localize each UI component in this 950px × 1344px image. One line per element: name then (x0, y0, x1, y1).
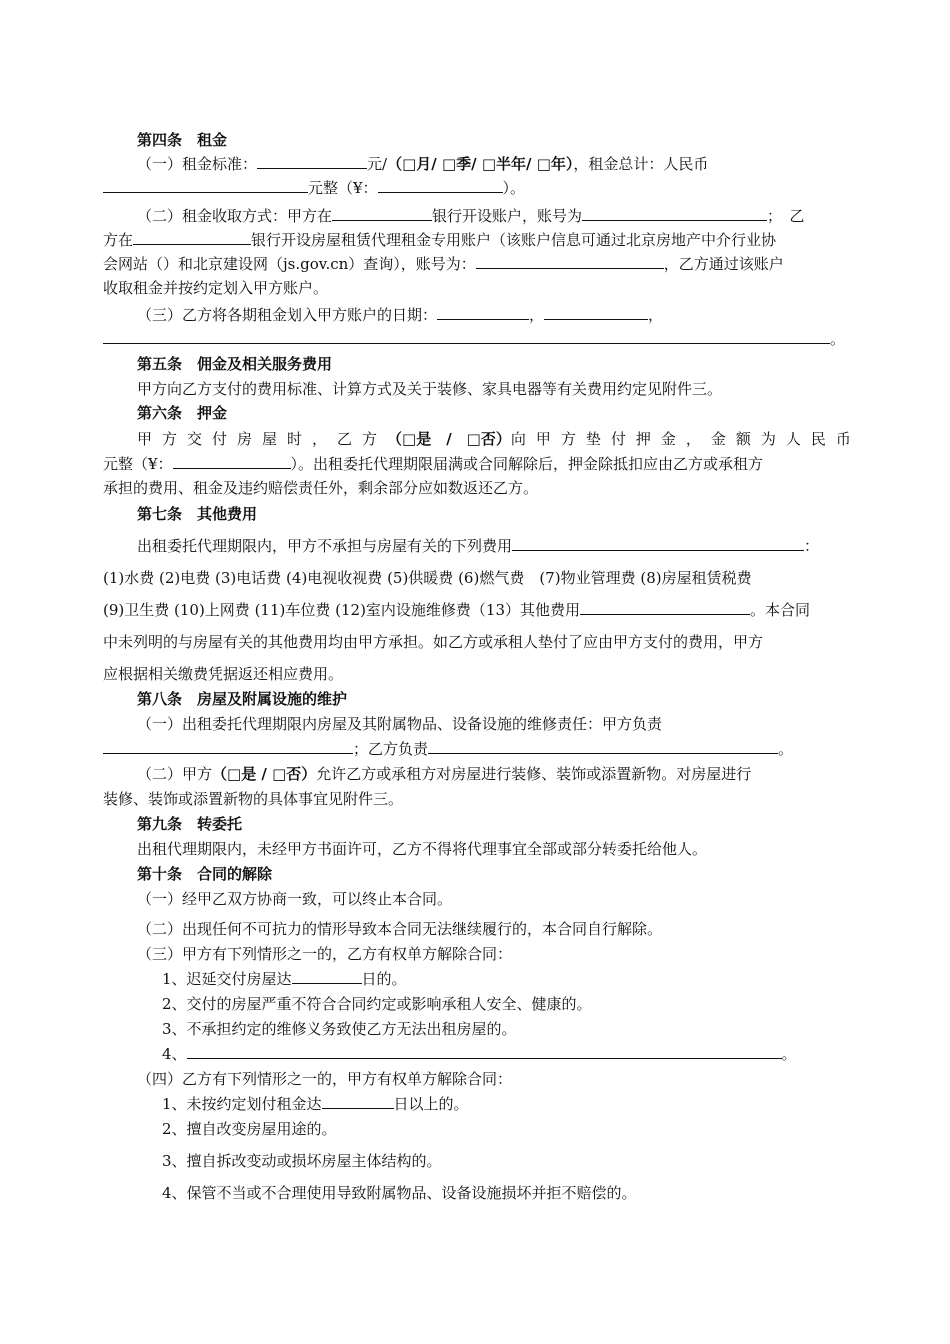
party-b-account-blank[interactable] (476, 253, 664, 269)
other-fees-blank[interactable] (512, 535, 804, 551)
article-9-paragraph: 出租代理期限内，未经甲方书面许可，乙方不得将代理事宜全部或部分转委托给他人。 (137, 840, 708, 858)
article-8-title: 第八条 房屋及附属设施的维护 (137, 690, 348, 708)
party-a-bank-blank[interactable] (332, 205, 432, 221)
article-10-item-3-2: 2、交付的房屋严重不符合合同约定或影响承租人安全、健康的。 (162, 995, 592, 1013)
deposit-amount-blank[interactable] (173, 453, 291, 469)
rent-total-blank[interactable] (103, 177, 308, 193)
article-10-item-3-1: 1、迟延交付房屋达 日的。 (162, 970, 407, 988)
article-10-item-4-1: 1、未按约定划付租金达 日以上的。 (162, 1095, 469, 1113)
other-fee-items-blank[interactable] (580, 599, 750, 615)
late-rent-days-blank[interactable] (322, 1093, 394, 1109)
party-a-repair-blank[interactable] (103, 738, 353, 754)
article-6-line-1: 甲方交付房屋时，乙方（□是 / □否）向甲方垫付押金，金额为人民币 (137, 430, 861, 448)
article-10-item-4-3: 3、擅自拆改变动或损坏房屋主体结构的。 (162, 1152, 442, 1170)
article-5-paragraph: 甲方向乙方支付的费用标准、计算方式及关于装修、家具电器等有关费用约定见附件三。 (137, 380, 723, 398)
article-7-fee-list: (1)水费 (2)电费 (3)电话费 (4)电视收视费 (5)供暖费 (6)燃气费 (7)物业管理费 (8)房屋租赁税费 (103, 569, 752, 587)
article-6-title: 第六条 押金 (137, 404, 228, 422)
article-7-title: 第七条 其他费用 (137, 505, 258, 523)
article-6-line-3: 承担的费用、租金及违约赔偿责任外，剩余部分应如数返还乙方。 (103, 479, 539, 497)
article-8-item-2-line-1: （二）甲方（□是 / □否）允许乙方或承租方对房屋进行装修、装饰或添置新物。对房屋进行 (137, 765, 752, 783)
deposit-options: （□是 / □否） (387, 430, 511, 448)
party-a-other-case-blank[interactable] (187, 1043, 782, 1059)
article-4-item-2-line-3: 会网站（）和北京建设网（js.gov.cn）查询），账号为： ，乙方通过该账户 (103, 255, 784, 273)
article-4-item-2-line-2: 方在 银行开设房屋租赁代理租金专用账户（该账户信息可通过北京房地产中介行业协 (103, 231, 777, 249)
article-7-line-3: (9)卫生费 (10)上网费 (11)车位费 (12)室内设施维修费（13）其他费用 。本合同 (103, 601, 811, 619)
article-10-item-3: （三）甲方有下列情形之一的，乙方有权单方解除合同： (137, 945, 513, 963)
article-5-title: 第五条 佣金及相关服务费用 (137, 355, 333, 373)
article-7-line-1: 出租委托代理期限内，甲方不承担与房屋有关的下列费用 ： (137, 537, 820, 555)
article-7-line-4: 中未列明的与房屋有关的其他费用均由甲方承担。如乙方或承租人垫付了应由甲方支付的费用，甲方 (103, 633, 764, 651)
party-b-repair-blank[interactable] (428, 738, 778, 754)
article-10-item-3-3: 3、不承担约定的维修义务致使乙方无法出租房屋的。 (162, 1020, 517, 1038)
article-4-title: 第四条 租金 (137, 131, 228, 149)
party-a-account-blank[interactable] (582, 205, 767, 221)
article-8-item-1-line-2: ；乙方负责 。 (103, 738, 793, 760)
article-10-item-4-4: 4、保管不当或不合理使用导致附属物品、设备设施损坏并拒不赔偿的。 (162, 1184, 637, 1202)
article-4-item-1-line-1: （一）租金标准： 元/（□月/ □季/ □半年/ □年），租金总计：人民币 (137, 155, 709, 173)
rent-standard-blank[interactable] (257, 153, 367, 169)
article-10-item-4-2: 2、擅自改变房屋用途的。 (162, 1120, 337, 1138)
article-4-item-1-line-2: 元整（¥： ）。 (103, 177, 525, 199)
article-4-item-3-line-1: （三）乙方将各期租金划入甲方账户的日期： ， ， (137, 306, 664, 324)
article-4-item-2-line-1: （二）租金收取方式：甲方在 银行开设账户，账号为 ； 乙 (137, 207, 805, 225)
delay-days-blank[interactable] (292, 968, 362, 984)
article-10-title: 第十条 合同的解除 (137, 865, 273, 883)
transfer-date-blank-1[interactable] (437, 304, 529, 320)
article-10-item-1: （一）经甲乙双方协商一致，可以终止本合同。 (137, 890, 453, 908)
renovation-options: （□是 / □否） (212, 765, 317, 783)
rent-total-amount-blank[interactable] (378, 177, 503, 193)
article-4-item-2-line-4: 收取租金并按约定划入甲方账户。 (103, 279, 329, 297)
article-4-item-3-line-2: 。 (103, 328, 845, 350)
article-8-item-2-line-2: 装修、装饰或添置新物的具体事宜见附件三。 (103, 790, 404, 808)
article-10-item-2: （二）出现任何不可抗力的情形导致本合同无法继续履行的，本合同自行解除。 (137, 920, 663, 938)
transfer-date-blank-2[interactable] (544, 304, 648, 320)
article-6-line-2: 元整（¥： ）。出租委托代理期限届满或合同解除后，押金除抵扣应由乙方或承租方 (103, 455, 764, 473)
article-7-line-5: 应根据相关缴费凭据返还相应费用。 (103, 665, 344, 683)
article-9-title: 第九条 转委托 (137, 815, 243, 833)
party-b-bank-blank[interactable] (133, 229, 251, 245)
article-10-item-3-4: 4、 。 (162, 1045, 797, 1063)
article-8-item-1-line-1: （一）出租委托代理期限内房屋及其附属物品、设备设施的维修责任：甲方负责 (137, 715, 663, 733)
rent-period-options: （□月/ □季/ □半年/ □年） (387, 155, 574, 173)
transfer-date-blank-3[interactable] (103, 328, 830, 344)
article-10-item-4: （四）乙方有下列情形之一的，甲方有权单方解除合同： (137, 1070, 513, 1088)
